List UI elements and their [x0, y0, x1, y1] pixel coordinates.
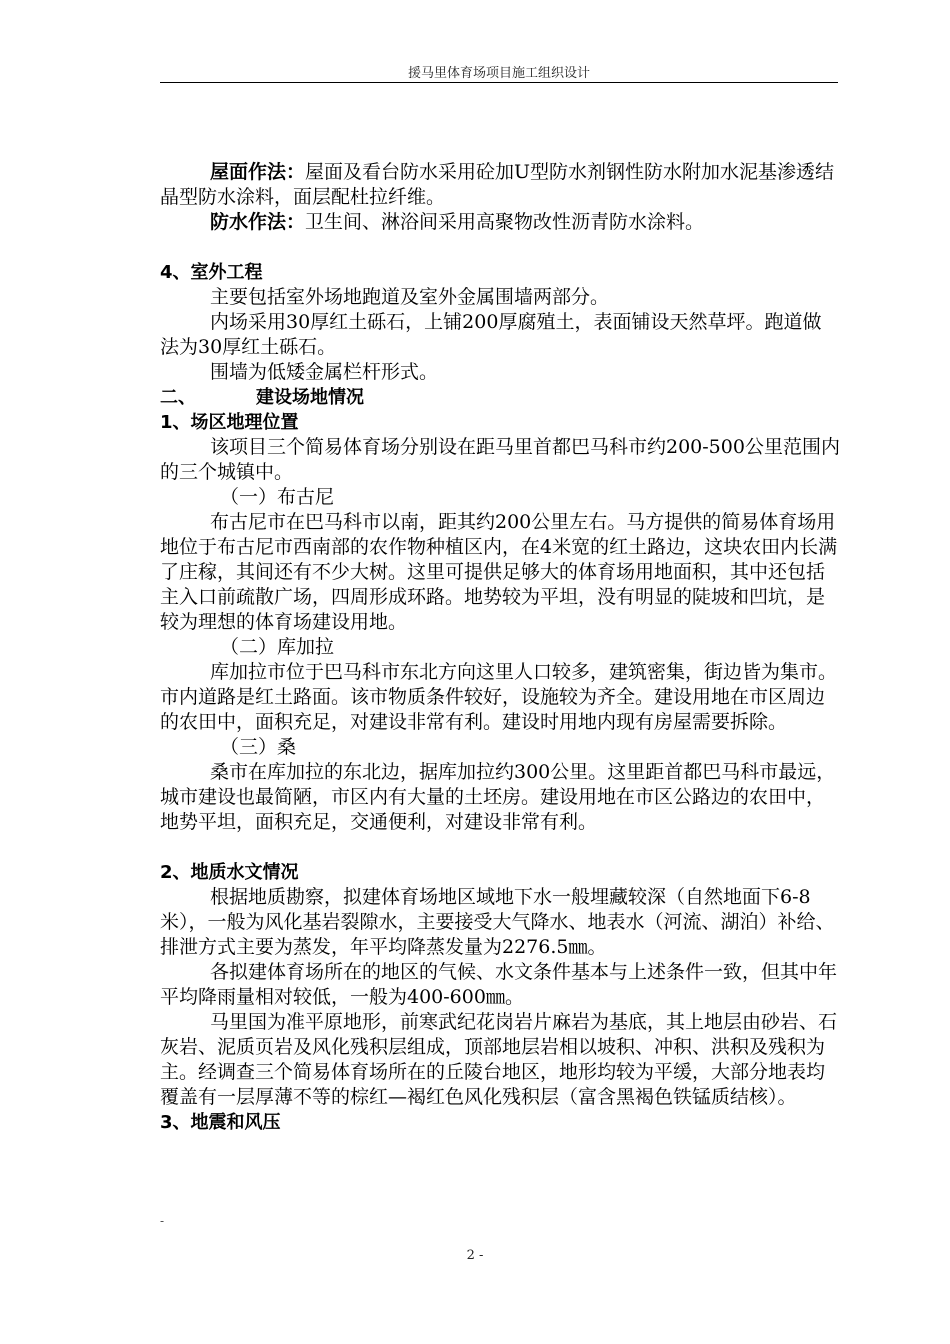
heading-earthquake-wind: 3、地震和风压	[160, 1112, 281, 1133]
roof-paragraph	[160, 160, 840, 210]
outdoor-paragraph-1: 主要包括室外场地跑道及室外金属围墙两部分。	[210, 286, 610, 308]
subheading-koutiala: （二）库加拉	[220, 636, 335, 658]
waterproof-text: 卫生间、淋浴间采用高聚物改性沥青防水涂料。	[305, 211, 705, 233]
roof-text: 屋面及看台防水采用砼加U型防水剂钢性防水附加水泥基渗透结晶型防水涂料，面层配杜拉纤维。	[160, 161, 835, 208]
heading-outdoor-works: 4、室外工程	[160, 262, 263, 283]
spacer	[160, 235, 840, 260]
outdoor-paragraph-3: 围墙为低矮金属栏杆形式。	[210, 361, 439, 383]
heading-geology-hydrology: 2、地质水文情况	[160, 862, 299, 883]
page-number: 2 -	[466, 1248, 484, 1263]
bougouni-paragraph: 布古尼市在巴马科市以南，距其约200公里左右。马方提供的简易体育场用地位于布古尼市西南部的农作物种植区内，在4米宽的红土路边，这块农田内长满了庄稼，其间还有不少大树。这里可提供足够大的体育场用地面积，其中还包括主入口前疏散广场，四周形成环路。地势较为平坦，没有明显的陡坡和凹坑，是较为理想的体育场建设用地。	[160, 511, 838, 633]
geology-paragraph-2: 各拟建体育场所在的地区的气候、水文条件基本与上述条件一致，但其中年平均降雨量相对较低，一般为400-600㎜。	[160, 961, 838, 1008]
geology-paragraph-1: 根据地质勘察，拟建体育场地区域地下水一般埋藏较深（自然地面下6-8 米），一般为风化基岩裂隙水，主要接受大气降水、地表水（河流、湖泊）补给、排泄方式主要为蒸发，年平均降蒸发量为2276.5㎜。	[160, 886, 835, 958]
location-paragraph: 该项目三个简易体育场分别设在距马里首都巴马科市约200-500公里范围内的三个城镇中。	[160, 436, 840, 483]
heading-site-location: 1、场区地理位置	[160, 412, 299, 433]
roof-label: 屋面作法：	[210, 161, 306, 183]
header-rule	[160, 82, 838, 83]
section-two-title: 建设场地情况	[256, 387, 364, 408]
page-header: 援马里体育场项目施工组织设计	[407, 66, 590, 81]
waterproof-paragraph	[160, 210, 840, 235]
geology-paragraph-3: 马里国为准平原地形，前寒武纪花岗岩片麻岩为基底，其上地层由砂岩、石灰岩、泥质页岩及风化残积层组成，顶部地层岩相以坡积、冲积、洪积及残积为主。经调查三个简易体育场所在的丘陵台地区，地形均较为平缓，大部分地表均覆盖有一层厚薄不等的棕红—褐红色风化残积层（富含黑褐色铁锰质结核）。	[160, 1011, 838, 1108]
subheading-bougouni: （一）布古尼	[220, 486, 335, 508]
outdoor-paragraph-2: 内场采用30厚红土砾石，上铺200厚腐殖土，表面铺设天然草坪。跑道做法为30厚红土砾石。	[160, 311, 822, 358]
spacer	[160, 835, 840, 860]
document-body	[160, 160, 840, 1135]
section-two-number: 二、	[160, 387, 196, 408]
koutiala-paragraph: 库加拉市位于巴马科市东北方向这里人口较多，建筑密集，街边皆为集市。市内道路是红土路面。该市物质条件较好，设施较为齐全。建设用地在市区周边的农田中，面积充足，对建设非常有利。建设时用地内现有房屋需要拆除。	[160, 661, 838, 733]
san-paragraph: 桑市在库加拉的东北边，据库加拉约300公里。这里距首都巴马科市最远，城市建设也最简陋，市区内有大量的土坯房。建设用地在市区公路边的农田中，地势平坦，面积充足，交通便利，对建设非常有利。	[160, 761, 836, 833]
section-two-heading	[160, 385, 840, 410]
subheading-san: （三）桑	[220, 736, 297, 758]
waterproof-label: 防水作法：	[210, 211, 306, 233]
footer-dash: -	[160, 1214, 165, 1228]
